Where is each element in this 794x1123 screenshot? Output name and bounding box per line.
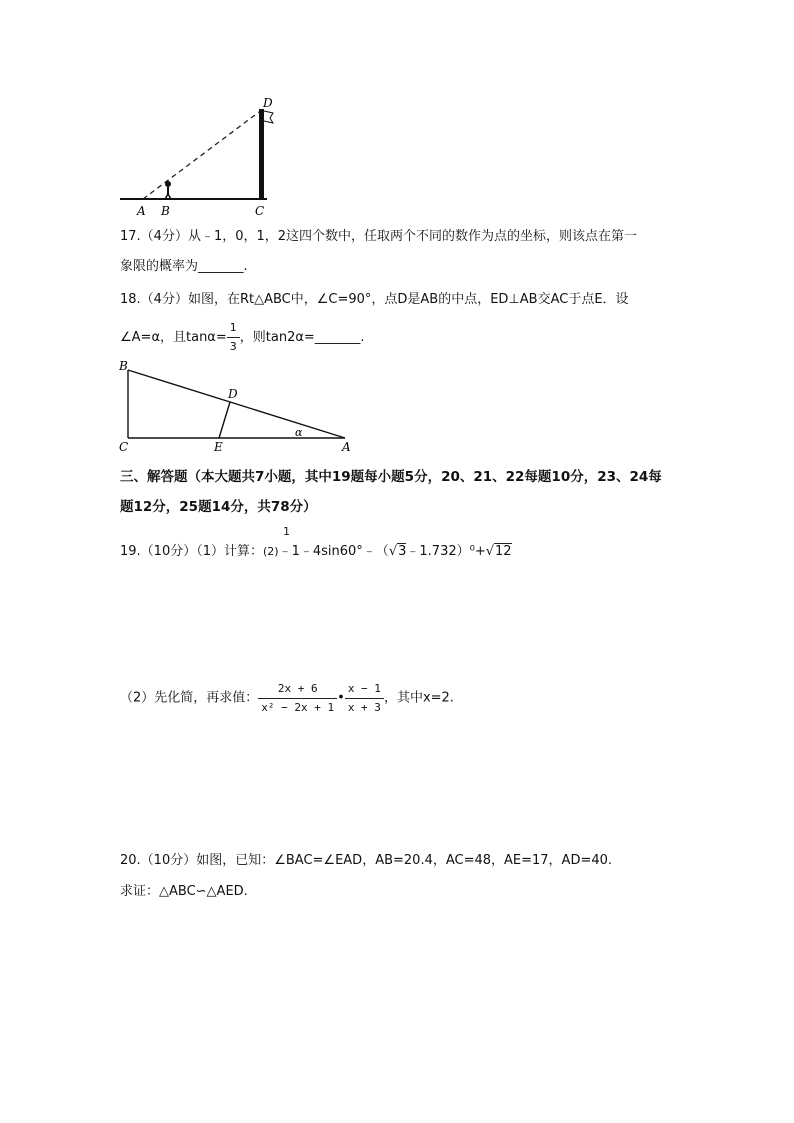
q19-p1-rest: ﹣1﹣4sin60°﹣（ xyxy=(278,544,389,559)
label-D: D xyxy=(263,96,273,110)
q19-p1-exp-top: 1 xyxy=(283,525,290,538)
q18-frac-den: 3 xyxy=(229,340,237,353)
q18-line2-post: ，则tan2α=_______. xyxy=(239,330,365,345)
q19-sqrt-sign-2: √ xyxy=(485,544,495,559)
label-C: C xyxy=(119,440,129,454)
q18-tan-fraction xyxy=(227,319,240,356)
label-E: E xyxy=(214,440,223,454)
flag xyxy=(264,111,273,123)
label-B: B xyxy=(119,359,128,373)
q19-frac1-num: 2x + 6 xyxy=(258,680,337,699)
q19-part2-prefix: （2）先化简，再求值： xyxy=(120,690,259,706)
q19-part2 xyxy=(120,680,454,717)
q19-p1-rest2: ﹣1.732）⁰+ xyxy=(406,544,486,559)
q17-line1: 17.（4分）从﹣1，0，1，2这四个数中，任取两个不同的数作为点的坐标，则该点在第一 xyxy=(120,229,638,244)
q19-frac2-num: x − 1 xyxy=(345,680,384,699)
label-B: B xyxy=(161,204,170,218)
q17-line2: 象限的概率为_______. xyxy=(120,259,248,274)
q18-line1: 18.（4分）如图，在Rt△ABC中，∠C=90°，点D是AB的中点，ED⊥AB交AC于点E．设 xyxy=(120,292,629,307)
section3-line1: 三、解答题（本大题共7小题，其中19题每小题5分，20、21、22每题10分，23、24每 xyxy=(120,469,662,485)
q19-part1 xyxy=(120,543,512,561)
side-BA xyxy=(128,370,345,438)
label-A: A xyxy=(137,204,146,218)
q19-p1-paren: (2) xyxy=(263,545,279,558)
person xyxy=(165,181,171,199)
q19-frac1 xyxy=(258,680,337,717)
q18-line2-pre: ∠A=α，且tanα= xyxy=(120,330,227,345)
q19-frac1-den: x² − 2x + 1 xyxy=(261,701,335,714)
label-alpha: α xyxy=(295,426,303,439)
sight-line xyxy=(143,109,263,199)
label-D: D xyxy=(228,387,238,401)
q20-line2: 求证：△ABC∽△AED. xyxy=(120,884,248,899)
triangle-figure xyxy=(115,358,355,454)
shadow-figure xyxy=(115,95,285,220)
q19-sqrt1: 3 xyxy=(398,544,407,559)
q19-sqrt-sign-1: √ xyxy=(388,544,398,559)
segment-ED xyxy=(219,402,230,438)
q18-frac-num: 1 xyxy=(227,319,240,338)
q19-part1-prefix: 19.（10分）（1）计算： xyxy=(120,544,263,559)
q19-dot: • xyxy=(337,690,345,706)
q20-line1: 20.（10分）如图，已知：∠BAC=∠EAD，AB=20.4，AC=48，AE=17，AD=40. xyxy=(120,853,613,868)
section3-line2: 题12分，25题14分，共78分） xyxy=(120,499,317,515)
label-C: C xyxy=(255,204,265,218)
q18-line2 xyxy=(120,319,364,356)
label-A: A xyxy=(342,440,351,454)
q19-frac2-den: x + 3 xyxy=(347,701,381,714)
pole xyxy=(259,109,264,199)
q19-frac2 xyxy=(345,680,384,717)
q19-part2-suffix: ，其中x=2. xyxy=(383,690,454,706)
q19-sqrt2: 12 xyxy=(495,544,512,559)
